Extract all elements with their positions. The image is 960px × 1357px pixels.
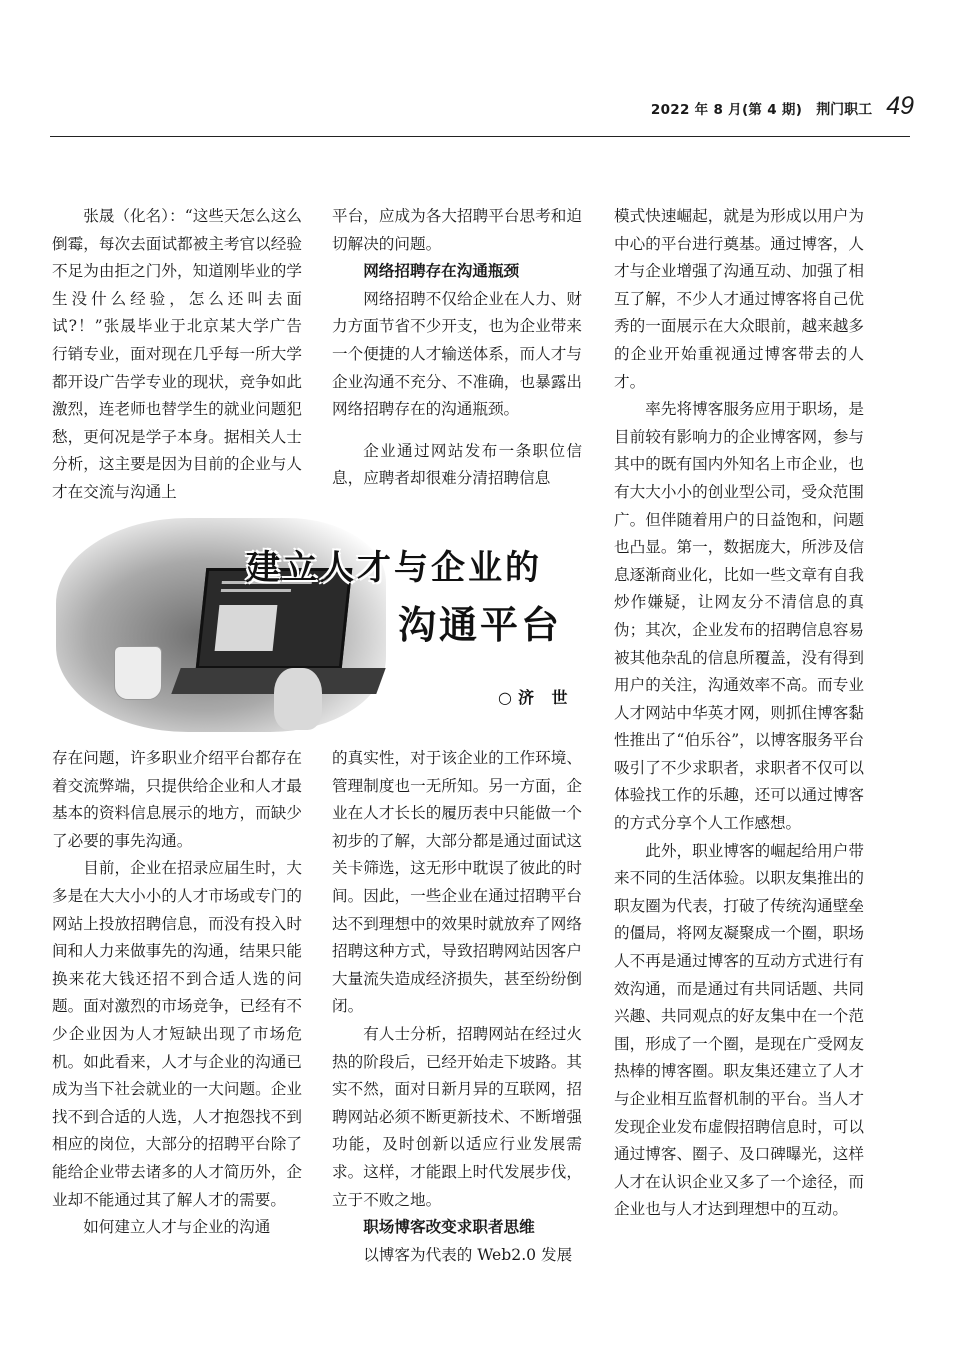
column-1-top (52, 203, 302, 507)
column-2-top (332, 203, 582, 493)
header-rule (50, 136, 910, 137)
page-number: 49 (886, 92, 914, 120)
author-byline: ○济 世 (498, 688, 574, 707)
page-header (651, 92, 914, 121)
cup-icon (114, 646, 162, 700)
article-banner (48, 512, 613, 737)
paragraph: 如何建立人才与企业的沟通 (83, 1218, 271, 1237)
column-3 (614, 203, 864, 1224)
paragraph: 企业通过网站发布一条职位信息，应聘者却很难分清招聘信息 (332, 441, 582, 488)
paragraph: 率先将博客服务应用于职场，是目前较有影响力的企业博客网，参与其中的既有国内外知名上市企业，也有大大小小的创业型公司，受众范围广。但伴随着用户的日益饱和，问题也凸显。第一，数据庞大，所涉及信息逐渐商业化，比如一些文章有自我炒作嫌疑，让网友分不清信息的真伪；其次，企业发布的招聘信息容易被其他杂乱的信息所覆盖，没有得到用户的关注，沟通效率不高。而专业人才网站中华英才网，则抓住博客黏性推出了“伯乐谷”，以博客服务平台吸引了不少求职者，求职者不仅可以体验找工作的乐趣，还可以通过博客的方式分享个人工作感想。 (614, 400, 864, 833)
paragraph: 张晟（化名）：“这些天怎么这么倒霉，每次去面试都被主考官以经验不足为由拒之门外，知道刚毕业的学生没什么经验，怎么还叫去面试?！”张晟毕业于北京某大学广告行销专业，面对现在几乎每一所大学都开设广告学专业的现状，竞争如此激烈，连老师也替学生的就业问题犯愁，更何况是学子本身。据相关人士分析，这主要是因为目前的企业与人才在交流与沟通上 (52, 207, 302, 501)
section-heading: 职场博客改变求职者思维 (363, 1218, 535, 1237)
column-1-bottom (52, 745, 302, 1242)
column-2-bottom (332, 745, 582, 1269)
paragraph: 模式快速崛起，就是为形成以用户为中心的平台进行奠基。通过博客，人才与企业增强了沟通互动、加强了相互了解，不少人才通过博客将自己优秀的一面展示在大众眼前，越来越多的企业开始重视通过博客带去的人才。 (614, 207, 864, 391)
paragraph: 的真实性，对于该企业的工作环境、管理制度也一无所知。另一方面，企业在人才长长的履历表中只能做一个初步的了解，大部分都是通过面试这关卡筛选，这无形中耽误了彼此的时间。因此，一些企业在通过招聘平台达不到理想中的效果时就放弃了网络招聘这种方式，导致招聘网站因客户大量流失造成经济损失，甚至纷纷倒闭。 (332, 749, 582, 1016)
paragraph: 有人士分析，招聘网站在经过火热的阶段后，已经开始走下坡路。其实不然，面对日新月异的互联网，招聘网站必须不断更新技术、不断增强功能，及时创新以适应行业发展需求。这样，才能跟上时代发展步伐，立于不败之地。 (332, 1024, 582, 1209)
paragraph: 目前，企业在招录应届生时，大多是在大大小小的人才市场或专门的网站上投放招聘信息，而没有投入时间和人力来做事先的沟通，结果只能换来花大钱还招不到合适人选的问题。面对激烈的市场竞争，已经有不少企业因为人才短缺出现了市场危机。如此看来，人才与企业的沟通已成为当下社会就业的一大问题。企业找不到合适的人选，人才抱怨找不到相应的岗位，大部分的招聘平台除了能给企业带去诸多的人才简历外，企业却不能通过其了解人才的需要。 (52, 859, 302, 1209)
magazine-name: 荆门职工 (816, 102, 873, 118)
paragraph: 网络招聘不仅给企业在人力、财力方面节省不少开支，也为企业带来一个便捷的人才输送体系，而人才与企业沟通不充分、不准确，也暴露出网络招聘存在的沟通瓶颈。 (332, 289, 582, 419)
article-title-line-2: 沟通平台 (398, 603, 563, 647)
paragraph: 平台，应成为各大招聘平台思考和迫切解决的问题。 (332, 207, 582, 253)
issue-date: 2022 年 8 月(第 4 期) (650, 102, 803, 118)
paragraph: 存在问题，许多职业介绍平台都存在着交流弊端，只提供给企业和人才最基本的资料信息展示的地方，而缺少了必要的事先沟通。 (52, 749, 302, 850)
paragraph: 此外，职业博客的崛起给用户带来不同的生活体验。以职友集推出的职友圈为代表，打破了传统沟通壁垒的僵局，将网友凝聚成一个圈，职场人不再是通过博客的互动方式进行有效沟通，而是通过有共同话题、共同兴趣、共同观点的好友集中在一个范围，形成了一个圈，是现在广受网友热棒的博客圈。职友集还建立了人才与企业相互监督机制的平台。当人才发现企业发布虚假招聘信息时，可以通过博客、圈子、及口碑曝光，这样人才在认识企业又多了一个途径，而企业也与人才达到理想中的互动。 (614, 841, 864, 1219)
article-title-line-1: 建立人才与企业的 (246, 548, 542, 588)
hand-image (274, 668, 322, 730)
paragraph: 以博客为代表的 Web2.0 发展 (363, 1245, 573, 1264)
section-heading: 网络招聘存在沟通瓶颈 (363, 262, 520, 281)
